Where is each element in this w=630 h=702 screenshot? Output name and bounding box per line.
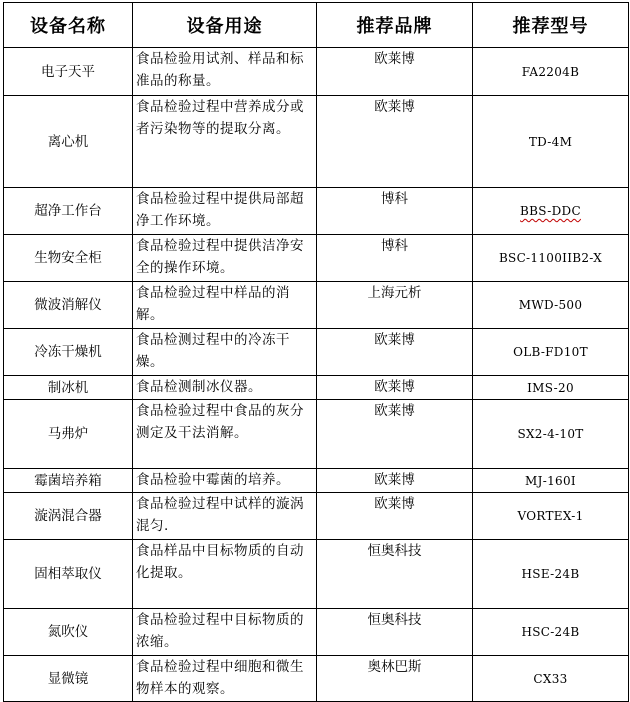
model-cell: VORTEX-1 bbox=[473, 493, 629, 540]
table-row bbox=[4, 400, 629, 469]
equipment-use-cell: 食品检验中霉菌的培养。 bbox=[133, 469, 317, 493]
equipment-use-cell: 食品检测制冰仪器。 bbox=[133, 376, 317, 400]
header-equipment-use: 设备用途 bbox=[133, 3, 317, 48]
header-recommended-brand: 推荐品牌 bbox=[317, 3, 473, 48]
equipment-use-cell: 食品检测过程中的冷冻干燥。 bbox=[133, 329, 317, 376]
brand-cell: 博科 bbox=[317, 188, 473, 235]
equipment-name-cell: 电子天平 bbox=[4, 48, 133, 96]
equipment-use-cell: 食品检验过程中目标物质的浓缩。 bbox=[133, 609, 317, 656]
equipment-use-cell: 食品检验过程中样品的消解。 bbox=[133, 282, 317, 329]
brand-cell: 欧莱博 bbox=[317, 376, 473, 400]
brand-cell: 奥林巴斯 bbox=[317, 656, 473, 702]
table-row bbox=[4, 540, 629, 609]
brand-cell: 欧莱博 bbox=[317, 48, 473, 96]
model-cell: SX2-4-10T bbox=[473, 400, 629, 469]
table-row bbox=[4, 188, 629, 235]
table-row bbox=[4, 609, 629, 656]
spellcheck-flagged-model: BBS-DDC bbox=[520, 204, 581, 218]
table-header-row bbox=[4, 3, 629, 48]
header-recommended-model: 推荐型号 bbox=[473, 3, 629, 48]
table-row bbox=[4, 376, 629, 400]
equipment-name-cell: 霉菌培养箱 bbox=[4, 469, 133, 493]
table-row bbox=[4, 282, 629, 329]
equipment-name-cell: 超净工作台 bbox=[4, 188, 133, 235]
brand-cell: 博科 bbox=[317, 235, 473, 282]
brand-cell: 恒奥科技 bbox=[317, 540, 473, 609]
model-cell: MWD-500 bbox=[473, 282, 629, 329]
table-row bbox=[4, 493, 629, 540]
table-row bbox=[4, 235, 629, 282]
equipment-use-cell: 食品检验过程中食品的灰分测定及干法消解。 bbox=[133, 400, 317, 469]
equipment-name-cell: 冷冻干燥机 bbox=[4, 329, 133, 376]
equipment-use-cell: 食品样品中目标物质的自动化提取。 bbox=[133, 540, 317, 609]
header-equipment-name: 设备名称 bbox=[4, 3, 133, 48]
model-cell: FA2204B bbox=[473, 48, 629, 96]
model-cell: CX33 bbox=[473, 656, 629, 702]
brand-cell: 欧莱博 bbox=[317, 400, 473, 469]
equipment-use-cell: 食品检验用试剂、样品和标准品的称量。 bbox=[133, 48, 317, 96]
model-cell: HSE-24B bbox=[473, 540, 629, 609]
equipment-use-cell: 食品检验过程中提供洁净安全的操作环境。 bbox=[133, 235, 317, 282]
brand-cell: 上海元析 bbox=[317, 282, 473, 329]
model-cell: OLB-FD10T bbox=[473, 329, 629, 376]
model-cell: TD-4M bbox=[473, 96, 629, 188]
model-cell: BSC-1100IIB2-X bbox=[473, 235, 629, 282]
table-row bbox=[4, 469, 629, 493]
equipment-name-cell: 离心机 bbox=[4, 96, 133, 188]
equipment-name-cell: 固相萃取仪 bbox=[4, 540, 133, 609]
model-cell: MJ-160I bbox=[473, 469, 629, 493]
equipment-name-cell: 显微镜 bbox=[4, 656, 133, 702]
model-cell bbox=[473, 188, 629, 235]
brand-cell: 欧莱博 bbox=[317, 493, 473, 540]
table-row bbox=[4, 48, 629, 96]
equipment-use-cell: 食品检验过程中细胞和微生物样本的观察。 bbox=[133, 656, 317, 702]
equipment-use-cell: 食品检验过程中试样的漩涡混匀. bbox=[133, 493, 317, 540]
equipment-name-cell: 微波消解仪 bbox=[4, 282, 133, 329]
equipment-use-cell: 食品检验过程中提供局部超净工作环境。 bbox=[133, 188, 317, 235]
equipment-use-cell: 食品检验过程中营养成分或者污染物等的提取分离。 bbox=[133, 96, 317, 188]
equipment-name-cell: 马弗炉 bbox=[4, 400, 133, 469]
model-cell: HSC-24B bbox=[473, 609, 629, 656]
equipment-name-cell: 生物安全柜 bbox=[4, 235, 133, 282]
table-row bbox=[4, 96, 629, 188]
brand-cell: 恒奥科技 bbox=[317, 609, 473, 656]
equipment-name-cell: 漩涡混合器 bbox=[4, 493, 133, 540]
brand-cell: 欧莱博 bbox=[317, 469, 473, 493]
equipment-name-cell: 制冰机 bbox=[4, 376, 133, 400]
table-row bbox=[4, 656, 629, 702]
table-row bbox=[4, 329, 629, 376]
equipment-table bbox=[3, 2, 629, 702]
brand-cell: 欧莱博 bbox=[317, 96, 473, 188]
equipment-name-cell: 氮吹仪 bbox=[4, 609, 133, 656]
brand-cell: 欧莱博 bbox=[317, 329, 473, 376]
model-cell: IMS-20 bbox=[473, 376, 629, 400]
